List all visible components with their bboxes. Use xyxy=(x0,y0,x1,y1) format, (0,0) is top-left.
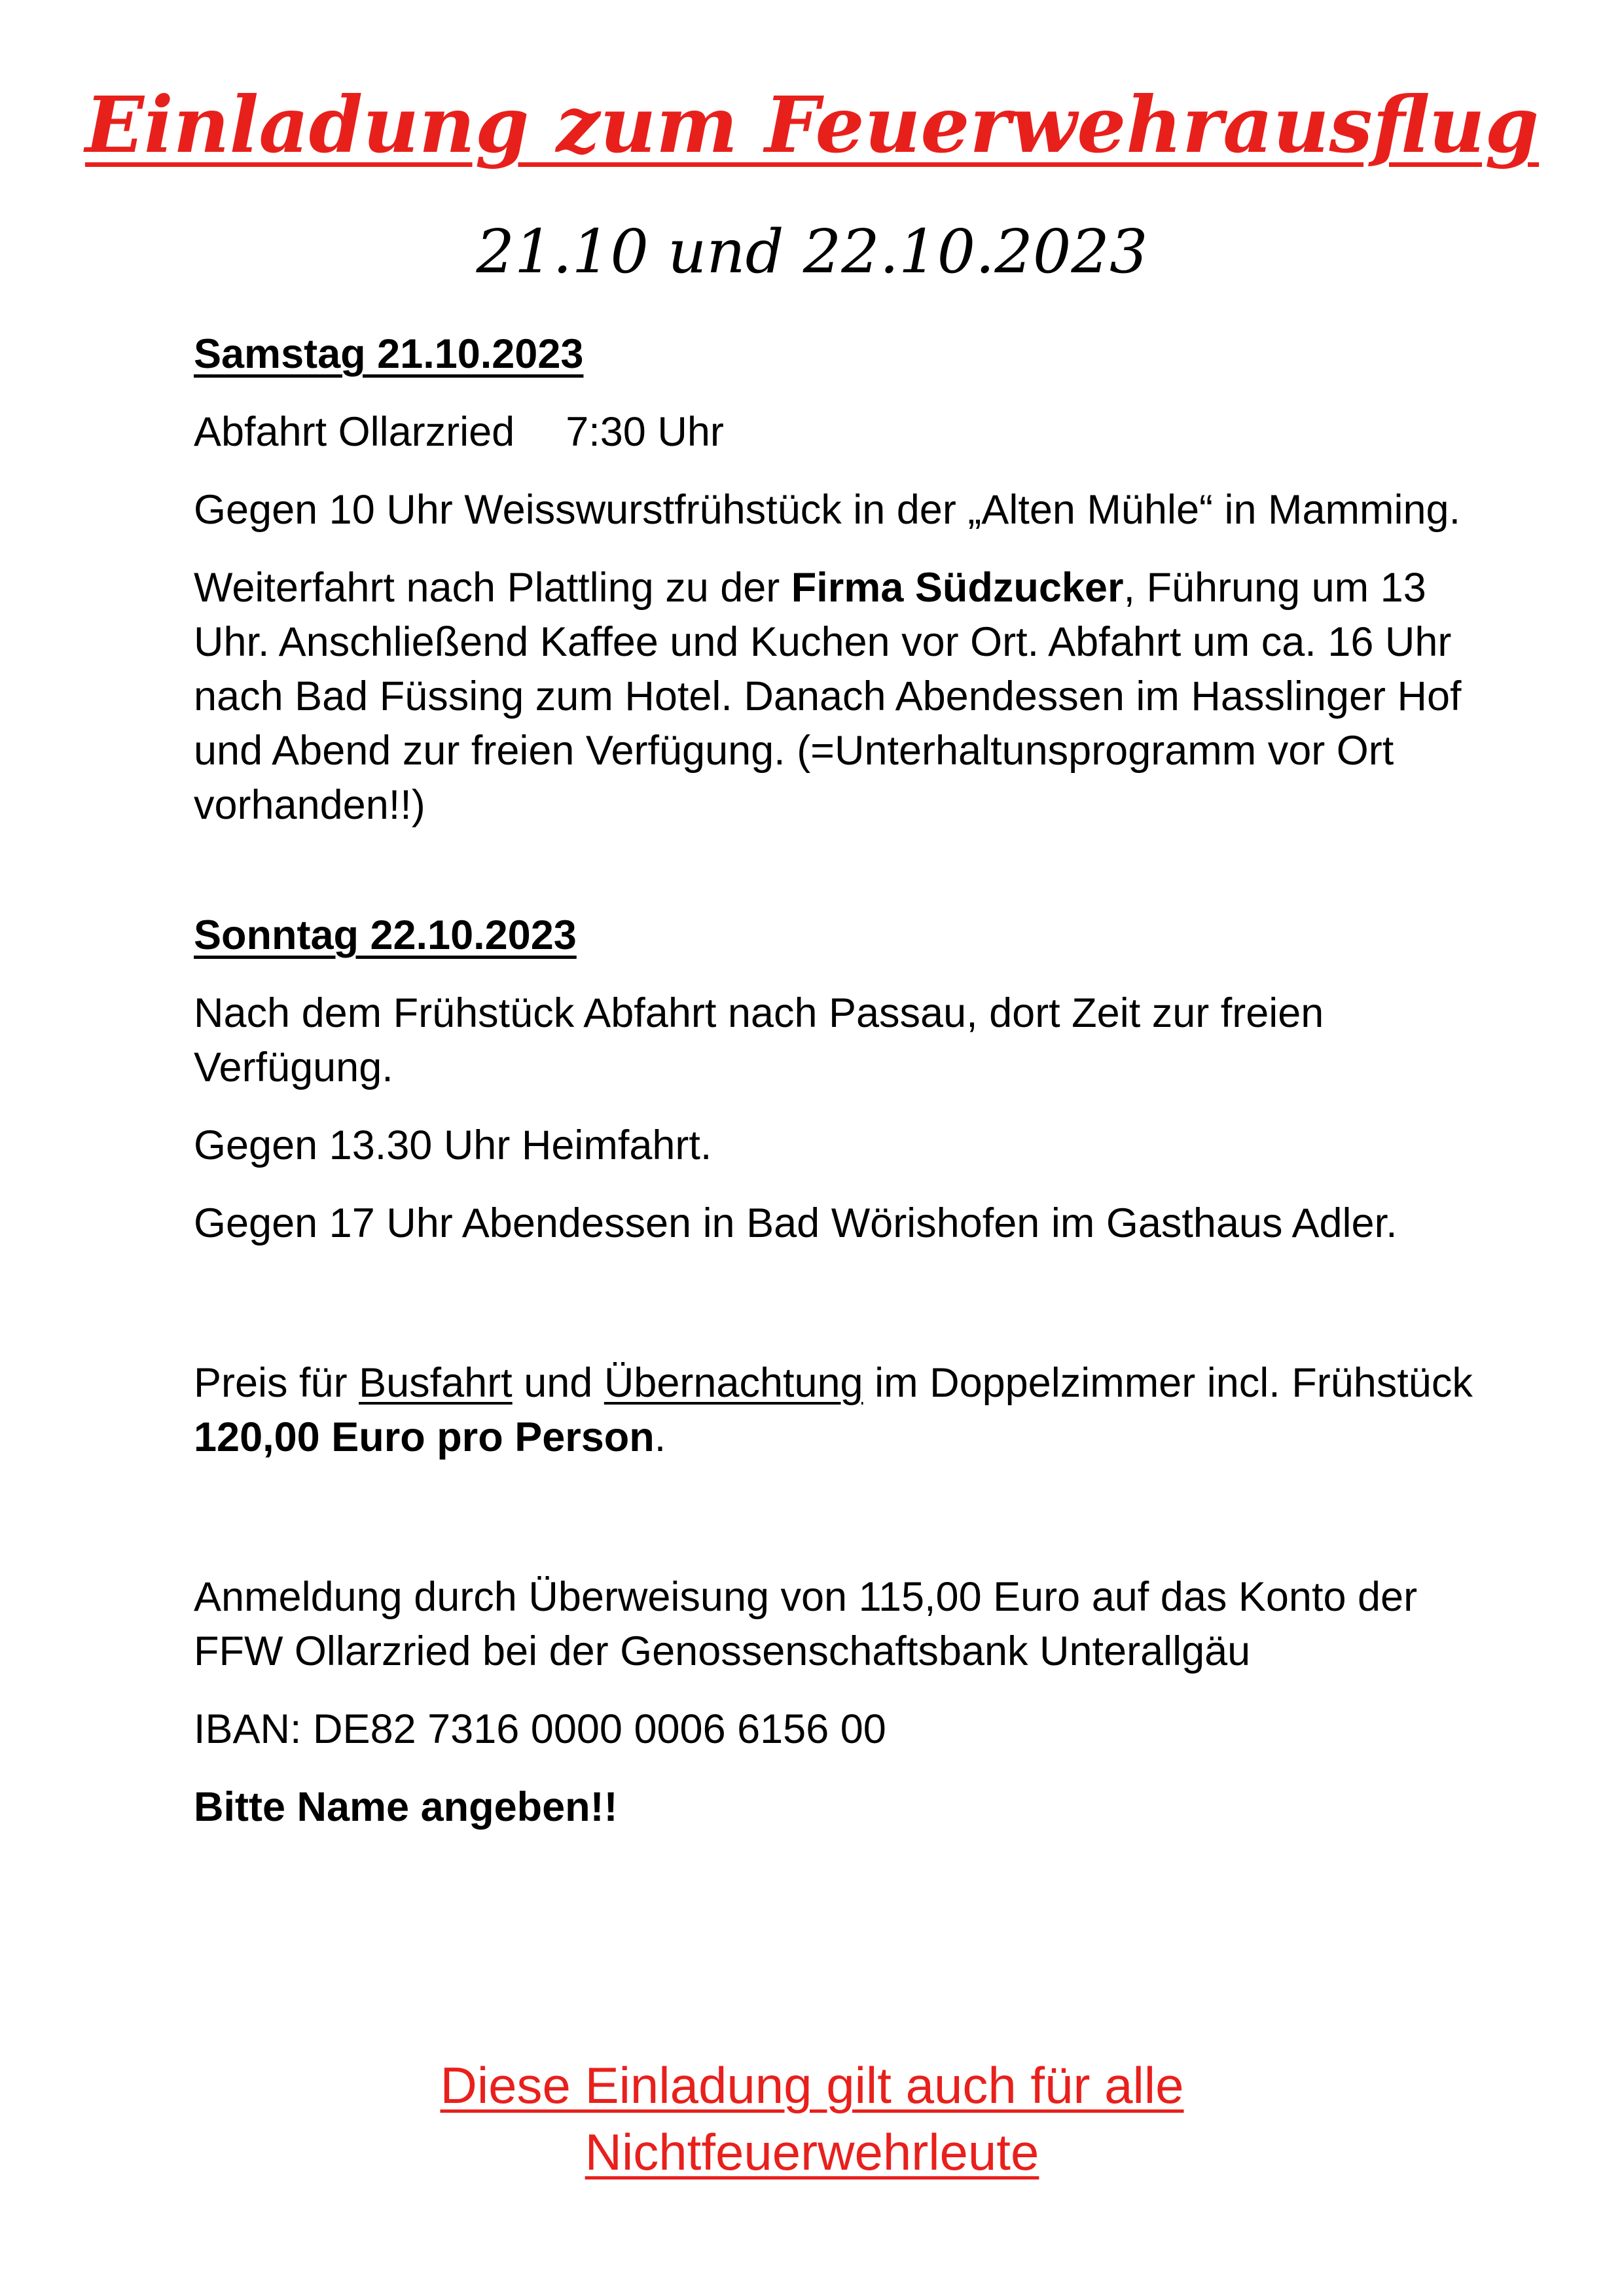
footer-line-2: Nichtfeuerwehrleute xyxy=(585,2123,1039,2181)
sunday-line-2: Gegen 13.30 Uhr Heimfahrt. xyxy=(194,1122,712,1168)
price-info xyxy=(194,1356,1503,1465)
continue-text-pre: Weiterfahrt nach Plattling zu der xyxy=(194,565,791,611)
company-name: Firma Südzucker xyxy=(791,565,1124,611)
saturday-departure xyxy=(194,405,1503,459)
price-bus: Busfahrt xyxy=(359,1360,513,1406)
saturday-heading: Samstag 21.10.2023 xyxy=(194,331,584,377)
iban: IBAN: DE82 7316 0000 0006 6156 00 xyxy=(194,1706,886,1752)
price-text-pre: Preis für xyxy=(194,1360,359,1406)
page-title: Einladung zum Feuerwehrausflug xyxy=(84,79,1540,170)
sunday-line-3: Gegen 17 Uhr Abendessen in Bad Wörishofen im Gasthaus Adler. xyxy=(194,1200,1398,1246)
saturday-continue xyxy=(194,561,1503,833)
continue-text-post: , Führung um 13 Uhr. Anschließend Kaffee und Kuchen vor Ort. Abfahrt um ca. 16 Uhr nach Bad Füssing zum Hotel. Danach Abendessen im Hasslinger Hof und Abend zur freien Verfügung. (=Unterhaltunsprogramm vor Ort vorhanden!!) xyxy=(194,565,1462,828)
price-text-and: und xyxy=(512,1360,604,1406)
registration-text: Anmeldung durch Überweisung von 115,00 Euro auf das Konto der FFW Ollarzried bei der Genossenschaftsbank Unterallgäu xyxy=(194,1574,1418,1674)
registration-note: Bitte Name angeben!! xyxy=(194,1784,618,1830)
price-text-end: . xyxy=(654,1414,666,1460)
invitation-body xyxy=(194,327,1503,1858)
price-text-mid: im Doppelzimmer incl. Frühstück xyxy=(863,1360,1473,1406)
event-dates: 21.10 und 22.10.2023 xyxy=(476,217,1148,287)
departure-label: Abfahrt Ollarzried xyxy=(194,409,515,455)
sunday-heading: Sonntag 22.10.2023 xyxy=(194,912,577,958)
price-overnight: Übernachtung xyxy=(604,1360,863,1406)
footer-line-1: Diese Einladung gilt auch für alle xyxy=(440,2056,1184,2114)
sunday-line-1: Nach dem Frühstück Abfahrt nach Passau, dort Zeit zur freien Verfügung. xyxy=(194,990,1324,1090)
departure-time: 7:30 Uhr xyxy=(566,409,724,455)
saturday-breakfast: Gegen 10 Uhr Weisswurstfrühstück in der „Alten Mühle“ in Mamming. xyxy=(194,487,1461,533)
footer-note xyxy=(0,2052,1624,2185)
price-amount: 120,00 Euro pro Person xyxy=(194,1414,655,1460)
